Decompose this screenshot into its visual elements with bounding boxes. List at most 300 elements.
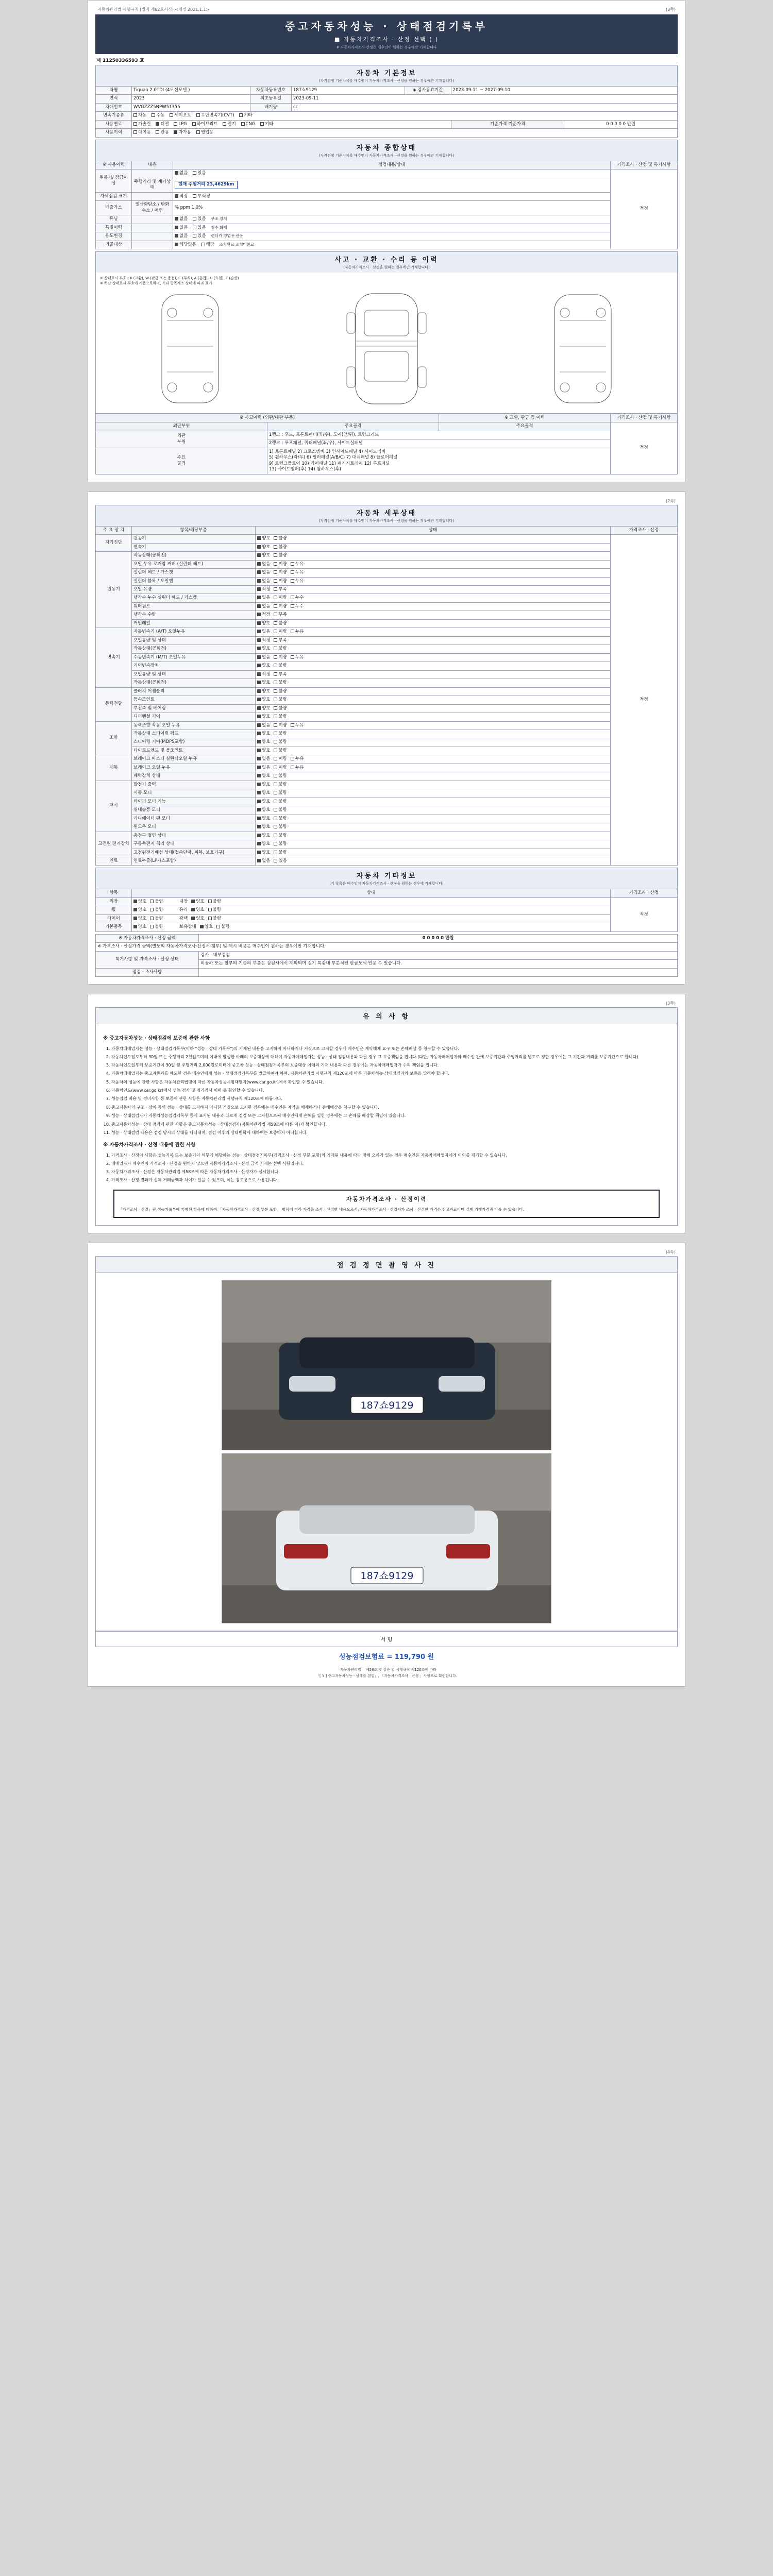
option-label: 양호 xyxy=(138,924,147,930)
table-row xyxy=(96,619,678,628)
option-trans-2[interactable] xyxy=(170,113,191,118)
detail-option[interactable] xyxy=(257,579,270,584)
checkbox-icon xyxy=(291,604,294,608)
table-row xyxy=(96,560,678,568)
option-fuel-1[interactable] xyxy=(156,122,169,127)
notice-item: 6. 자동차인도(www.car.go.kr)에서 성능 검사 및 정기검사 이력 등 확인할 수 있습니다. xyxy=(111,1087,670,1094)
notice-item: 2. 자동차인도일로부터 30일 또는 주행거리 2천킬로미터 이내에 발생한 아래의 보증대상에 대하여 자동차매매업자는 성능 · 상태 점검내용과 다른 경우 그 보증책임을 집니다.(다만, 자동차매매업자와 매수인 간에 보증기간과 주행거리를 별도로 정한 경우에는 그 기간과 거리를 보증기간으로 합니다) xyxy=(111,1054,670,1060)
detail-option[interactable] xyxy=(257,545,270,550)
detail-option[interactable] xyxy=(274,765,287,771)
table-row xyxy=(96,764,678,772)
option-label: 양호 xyxy=(262,739,271,745)
opt-3-1[interactable] xyxy=(193,216,206,222)
special-col-0: 검사 · 내부검검 xyxy=(199,951,678,959)
checkbox-icon xyxy=(274,817,277,820)
special-text: 비공하 또는 할부의 기준의 부품은 검검시에서 제외되며 검기 특감내 부분적인 판금도색 인용 수 있습니다. xyxy=(199,960,678,968)
special-sub-label: 점검 · 조사사항 xyxy=(96,968,199,976)
table-row xyxy=(96,543,678,551)
checkbox-icon xyxy=(291,757,294,760)
table-row xyxy=(96,934,678,942)
checkbox-icon xyxy=(274,800,277,803)
option-label: 양호 xyxy=(262,782,271,787)
detail-item-label: 커먼레일 xyxy=(132,619,256,628)
table-row xyxy=(96,832,678,840)
detail-item-state xyxy=(256,636,611,645)
option-label: 있음 xyxy=(197,171,206,176)
opt-4-0[interactable] xyxy=(175,225,188,231)
option-label: 불량 xyxy=(155,899,163,904)
detail-option[interactable] xyxy=(257,773,270,779)
detail-option[interactable] xyxy=(274,646,287,652)
checkbox-icon xyxy=(274,766,277,769)
detail-option[interactable] xyxy=(274,638,287,643)
detail-option[interactable] xyxy=(257,790,270,796)
option-label: 양호 xyxy=(138,907,147,913)
table-row xyxy=(96,431,678,439)
checkbox-icon xyxy=(274,604,277,608)
value-inspection: 2023-09-11 ~ 2027-09-10 xyxy=(451,87,677,95)
detail-option[interactable] xyxy=(257,824,270,830)
option-label: 양호 xyxy=(262,773,271,779)
checkbox-icon xyxy=(257,817,261,820)
row-label-7: 리콜대상 xyxy=(96,241,132,249)
option-label: 가솔린 xyxy=(138,121,151,127)
detail-option[interactable] xyxy=(274,850,287,856)
option-label: 없음 xyxy=(262,858,271,863)
detail-option[interactable] xyxy=(257,646,270,652)
row-label-3: 튜닝 xyxy=(96,215,132,224)
detail-option[interactable] xyxy=(257,748,270,754)
table-row xyxy=(96,730,678,738)
notice-item: 11. 성능 · 상태점검 내용은 점검 당시의 상태를 나타내며, 점검 이후의 상태변화에 대하여는 보증하지 아니합니다. xyxy=(111,1129,670,1136)
checkbox-icon xyxy=(257,630,261,633)
value-carname: Tiguan 2.0TDI (4모션모델 ) xyxy=(132,87,250,95)
checkbox-icon xyxy=(274,825,277,828)
checkbox-icon xyxy=(257,596,261,599)
detail-option[interactable] xyxy=(257,621,270,626)
rear-photo-graphic xyxy=(222,1454,551,1623)
others-option[interactable] xyxy=(191,899,204,905)
detail-option[interactable] xyxy=(257,638,270,643)
detail-option[interactable] xyxy=(274,587,287,592)
detail-item-state xyxy=(256,662,611,670)
detail-option[interactable] xyxy=(257,570,270,575)
notice-list-3 xyxy=(103,1152,670,1184)
detail-option[interactable] xyxy=(257,714,270,720)
detail-item-state xyxy=(256,645,611,653)
detail-item-state xyxy=(256,586,611,594)
others-option[interactable] xyxy=(150,899,163,905)
detail-option[interactable] xyxy=(291,765,304,771)
checkbox-icon xyxy=(274,681,277,684)
checkbox-icon xyxy=(257,774,261,777)
others-option[interactable] xyxy=(133,924,146,930)
photo-front xyxy=(222,1280,551,1450)
table-row xyxy=(96,798,678,806)
detail-item-label: 구동축전지 격리 상태 xyxy=(132,840,256,849)
special-label: 특기사항 및 가격조사 · 산정 상태 xyxy=(96,951,199,968)
detail-option[interactable] xyxy=(257,629,270,635)
detail-item-label: 오일유량 및 상태 xyxy=(132,636,256,645)
opt-1-0[interactable] xyxy=(175,194,188,199)
detail-option[interactable] xyxy=(257,689,270,694)
detail-option[interactable] xyxy=(274,595,287,601)
detail-group-label: 자기진단 xyxy=(96,535,132,552)
others-option[interactable] xyxy=(200,924,213,930)
others-option[interactable] xyxy=(191,907,204,913)
detail-option[interactable] xyxy=(291,579,304,584)
detail-option[interactable] xyxy=(257,595,270,601)
detail-item-state xyxy=(256,823,611,832)
table-header-row xyxy=(96,414,678,422)
detail-option[interactable] xyxy=(274,579,287,584)
detail-option[interactable] xyxy=(291,570,304,575)
detail-option[interactable] xyxy=(274,773,287,779)
detail-option[interactable] xyxy=(274,612,287,618)
detail-option[interactable] xyxy=(274,536,287,541)
detail-option[interactable] xyxy=(257,765,270,771)
table-row xyxy=(96,192,678,200)
detail-group-label: 변속기 xyxy=(96,628,132,687)
page-topbar xyxy=(95,6,678,13)
detail-option[interactable] xyxy=(274,663,287,669)
detail-option[interactable] xyxy=(257,655,270,660)
detail-option[interactable] xyxy=(274,680,287,686)
detail-option[interactable] xyxy=(274,816,287,822)
detail-item-state xyxy=(256,738,611,747)
detail-option[interactable] xyxy=(274,723,287,728)
checkbox-icon xyxy=(133,908,137,911)
table-row xyxy=(96,215,678,224)
detail-option[interactable] xyxy=(257,816,270,822)
option-label: 양호 xyxy=(262,697,271,703)
checkbox-icon xyxy=(257,681,261,684)
section-header-basic xyxy=(95,65,678,86)
detail-option[interactable] xyxy=(257,858,270,864)
option-label: 양호 xyxy=(204,924,213,930)
checkbox-icon xyxy=(133,900,137,903)
option-usage-2[interactable] xyxy=(174,130,191,135)
detail-option[interactable] xyxy=(274,714,287,720)
option-usage-1[interactable] xyxy=(156,130,169,135)
detail-section-note: (자격검정 기준자체를 매수인이 자동차가격조사 · 산정을 원하는 경우에만 기재합니다) xyxy=(318,518,455,523)
detail-item-label: 작동상태(공회전) xyxy=(132,645,256,653)
option-label: 불량 xyxy=(278,824,287,830)
detail-item-state xyxy=(256,789,611,798)
option-label: 미량 xyxy=(278,654,287,660)
checkbox-icon xyxy=(274,579,277,583)
detail-item-state xyxy=(256,696,611,704)
detail-option[interactable] xyxy=(257,782,270,788)
opt-5-1[interactable] xyxy=(193,233,206,239)
checkbox-icon xyxy=(291,630,294,633)
detail-option[interactable] xyxy=(257,536,270,541)
opt-7-0[interactable] xyxy=(175,242,196,248)
detail-option[interactable] xyxy=(274,841,287,847)
option-label: 부족 xyxy=(278,637,287,643)
option-label: 부족 xyxy=(278,612,287,618)
option-label: 양호 xyxy=(262,748,271,753)
detail-option[interactable] xyxy=(257,680,270,686)
checkbox-icon xyxy=(208,908,212,911)
detail-option[interactable] xyxy=(257,833,270,839)
checkbox-icon xyxy=(274,808,277,811)
table-row xyxy=(96,738,678,747)
option-fuel-0[interactable] xyxy=(133,122,151,127)
frame-row-3: 13) 사이드멤버(후) 14) 휠하우스(후) xyxy=(269,467,341,472)
form-reference: 자동차관리법 시행규칙 [별지 제82호서식] <개정 2021.1.1> xyxy=(97,7,210,12)
table-row xyxy=(96,906,678,914)
detail-option[interactable] xyxy=(274,570,287,575)
detail-option[interactable] xyxy=(274,562,287,567)
detail-option[interactable] xyxy=(257,807,270,813)
col-status: 점검내용/상태 xyxy=(173,161,611,169)
detail-option[interactable] xyxy=(257,756,270,762)
notice-item: 8. 중고자동차의 구조 · 장치 등의 성능 · 상태를 고지하지 아니한 거짓으로 고지한 경우에는 매수인은 계약을 해제하거나 손해배상을 청구할 수 있습니다. xyxy=(111,1104,670,1111)
table-row xyxy=(96,448,678,474)
detail-option[interactable] xyxy=(257,731,270,737)
others-option[interactable] xyxy=(191,916,204,922)
option-label: 없음 xyxy=(262,578,271,584)
car-diagrams xyxy=(100,290,673,408)
detail-option[interactable] xyxy=(274,782,287,788)
detail-item-state xyxy=(256,815,611,823)
detail-option[interactable] xyxy=(274,833,287,839)
option-fuel-3[interactable] xyxy=(192,122,218,127)
label-usage: 사용이력 xyxy=(96,129,132,137)
page4-number: (4쪽) xyxy=(665,1250,676,1255)
price-note: ※ 가격조사 · 산정가격 금액(별도의 자동차가격조사·산정서 첨부) 및 제시 비용은 매수인이 원하는 경우에만 기재합니다. xyxy=(96,943,678,951)
table-row xyxy=(96,201,678,215)
others-option[interactable] xyxy=(133,899,146,905)
checkbox-icon xyxy=(274,562,277,566)
car-diagram-top-view xyxy=(332,290,441,408)
detail-option[interactable] xyxy=(257,587,270,592)
detail-option[interactable] xyxy=(257,663,270,669)
price-head-label: ※ 자동차가격조사 · 산정 금액 xyxy=(96,934,199,942)
checkbox-icon xyxy=(208,900,212,903)
option-label: 수동 xyxy=(156,113,165,118)
detail-item-state xyxy=(256,798,611,806)
opt-0-0[interactable] xyxy=(175,171,188,176)
table-row xyxy=(96,586,678,594)
detail-option[interactable] xyxy=(274,604,287,609)
option-usage-0[interactable] xyxy=(133,130,151,135)
detail-option[interactable] xyxy=(257,604,270,609)
others-option[interactable] xyxy=(216,924,229,930)
checkbox-icon xyxy=(274,553,277,557)
detail-option[interactable] xyxy=(274,655,287,660)
detail-item-state xyxy=(256,653,611,662)
overall-remark: 적정 xyxy=(611,170,678,249)
detail-option[interactable] xyxy=(291,562,304,567)
detail-item-state xyxy=(256,840,611,849)
others-option[interactable] xyxy=(133,907,146,913)
detail-group-label: 조향 xyxy=(96,721,132,755)
checkbox-icon xyxy=(274,664,277,667)
transmission-options xyxy=(132,112,678,120)
option-label: 양호 xyxy=(262,790,271,796)
detail-option[interactable] xyxy=(274,807,287,813)
detail-option[interactable] xyxy=(274,553,287,558)
sub-col-frame: 주요골격 xyxy=(267,422,439,431)
detail-option[interactable] xyxy=(257,723,270,728)
detail-option[interactable] xyxy=(274,799,287,805)
option-fuel-4[interactable] xyxy=(223,122,236,127)
label-regnum: 자동차등록번호 xyxy=(250,87,292,95)
opt-1-1[interactable] xyxy=(193,194,210,199)
page-1 xyxy=(88,0,685,482)
option-label: 양호 xyxy=(262,714,271,720)
document-subtitle: ■ 자동차가격조사 · 산정 선택 ( ) xyxy=(334,36,439,43)
detail-item-label: 디퍼렌셜 기어 xyxy=(132,713,256,721)
notice-item: 10. 중고자동차성능 · 상태 점검에 관한 사항은 중고자동차성능 · 상태점검자(자동차관리법 제58조에 따른 자)가 확인합니다. xyxy=(111,1121,670,1128)
detail-option[interactable] xyxy=(274,706,287,711)
option-label: 불량 xyxy=(278,688,287,694)
option-label: 없음 xyxy=(262,765,271,770)
option-label: 미량 xyxy=(278,629,287,635)
detail-option[interactable] xyxy=(257,612,270,618)
detail-option[interactable] xyxy=(257,672,270,677)
option-trans-0[interactable] xyxy=(133,113,146,118)
detail-option[interactable] xyxy=(257,841,270,847)
detail-option[interactable] xyxy=(257,553,270,558)
others-option[interactable] xyxy=(133,916,146,922)
option-fuel-2[interactable] xyxy=(174,122,187,127)
option-label: 부적정 xyxy=(197,193,210,199)
table-row xyxy=(96,232,678,241)
detail-option[interactable] xyxy=(257,739,270,745)
detail-option[interactable] xyxy=(274,756,287,762)
detail-option[interactable] xyxy=(274,731,287,737)
detail-option[interactable] xyxy=(274,858,287,864)
others-option[interactable] xyxy=(150,924,163,930)
opt-4-1[interactable] xyxy=(193,225,206,231)
detail-item-label: 실린더 헤드 / 가스켓 xyxy=(132,569,256,577)
notice-item: 5. 자동차의 성능에 관한 사항은 자동차관리법령에 따른 자동차성능시험대행자(www.car.go.kr)에서 확인할 수 있습니다. xyxy=(111,1079,670,1086)
row-label-2: 배출가스 xyxy=(96,201,132,215)
option-trans-4[interactable] xyxy=(239,113,252,118)
row-detail-3 xyxy=(132,215,173,224)
option-label: 누유 xyxy=(295,578,304,584)
checkbox-icon xyxy=(257,732,261,735)
option-label: 불량 xyxy=(278,663,287,669)
detail-option[interactable] xyxy=(291,595,304,601)
option-label: 불량 xyxy=(278,790,287,796)
option-fuel-5[interactable] xyxy=(241,122,256,127)
detail-item-state xyxy=(256,670,611,679)
opt-7-1[interactable] xyxy=(201,242,214,248)
detail-option[interactable] xyxy=(291,629,304,635)
table-row xyxy=(96,897,678,906)
detail-option[interactable] xyxy=(274,790,287,796)
detail-option[interactable] xyxy=(291,604,304,609)
table-row xyxy=(96,662,678,670)
page-number: (3쪽) xyxy=(665,7,676,12)
detail-option[interactable] xyxy=(274,739,287,745)
table-row xyxy=(96,653,678,662)
col-usage: ※ 사용이력 xyxy=(96,161,132,169)
option-label: 적정 xyxy=(179,193,188,199)
detail-option[interactable] xyxy=(274,629,287,635)
detail-option[interactable] xyxy=(291,723,304,728)
option-label: 적정 xyxy=(262,587,271,592)
row-status-0 xyxy=(173,170,611,178)
checkbox-icon xyxy=(257,800,261,803)
detail-option[interactable] xyxy=(274,672,287,677)
checkbox-icon xyxy=(257,655,261,659)
table-header-row xyxy=(96,526,678,534)
mileage-value: 현재 주행거리 23,4629km xyxy=(175,181,238,189)
detail-item-state xyxy=(256,806,611,815)
option-label: 불량 xyxy=(278,646,287,652)
opt-0-1[interactable] xyxy=(193,171,206,176)
option-trans-1[interactable] xyxy=(152,113,164,118)
detail-option[interactable] xyxy=(257,562,270,567)
accident-summary-table xyxy=(95,414,678,474)
detail-item-state xyxy=(256,704,611,713)
others-item-state xyxy=(132,923,611,931)
others-option[interactable] xyxy=(150,907,163,913)
detail-option[interactable] xyxy=(274,621,287,626)
table-row xyxy=(96,687,678,696)
table-row xyxy=(96,968,678,976)
others-item-label: 타이어 xyxy=(96,914,132,923)
value-year: 2023 xyxy=(132,95,250,103)
option-label: 미량 xyxy=(278,722,287,728)
row-status-5 xyxy=(173,232,611,241)
notice-list-1 xyxy=(103,1045,670,1102)
row-status-3 xyxy=(173,215,611,224)
detail-option[interactable] xyxy=(274,545,287,550)
option-label: 불량 xyxy=(278,739,287,745)
table-row xyxy=(96,422,678,431)
checkbox-icon xyxy=(274,749,277,752)
detail-item-state xyxy=(256,772,611,781)
opt-5-0[interactable] xyxy=(175,233,188,239)
detail-option[interactable] xyxy=(257,799,270,805)
detail-option[interactable] xyxy=(257,697,270,703)
detail-option[interactable] xyxy=(274,748,287,754)
detail-option[interactable] xyxy=(274,689,287,694)
option-label: 없음 xyxy=(262,654,271,660)
option-fuel-6[interactable] xyxy=(260,122,273,127)
option-trans-3[interactable] xyxy=(196,113,234,118)
option-usage-3[interactable] xyxy=(196,130,214,135)
detail-option[interactable] xyxy=(274,824,287,830)
detail-option[interactable] xyxy=(291,655,304,660)
option-label: 양호 xyxy=(262,705,271,711)
others-table xyxy=(95,889,678,931)
detail-group-label: 제동 xyxy=(96,755,132,781)
detail-group-label: 전기 xyxy=(96,781,132,832)
detail-item-label: 실내송풍 모터 xyxy=(132,806,256,815)
others-option[interactable] xyxy=(208,899,221,905)
others-option[interactable] xyxy=(208,907,221,913)
detail-option[interactable] xyxy=(274,697,287,703)
value-displacement: cc xyxy=(292,103,678,111)
checkbox-icon xyxy=(274,570,277,574)
others-option[interactable] xyxy=(150,916,163,922)
option-label: 미량 xyxy=(278,578,287,584)
others-option[interactable] xyxy=(208,916,221,922)
detail-option[interactable] xyxy=(257,850,270,856)
notice-body xyxy=(95,1024,678,1226)
notice-item: 4. 자동차매매업자는 중고자동차를 매도한 경우 매수인에게 성능 · 상태점검기록부를 발급하여야 하며, 자동차관리법 시행규칙 제120조에 따른 자동차성능·상태점검자의 보증을 알려야 합니다. xyxy=(111,1070,670,1077)
opt-3-0[interactable] xyxy=(175,216,188,222)
detail-option[interactable] xyxy=(257,706,270,711)
detail-option[interactable] xyxy=(291,756,304,762)
